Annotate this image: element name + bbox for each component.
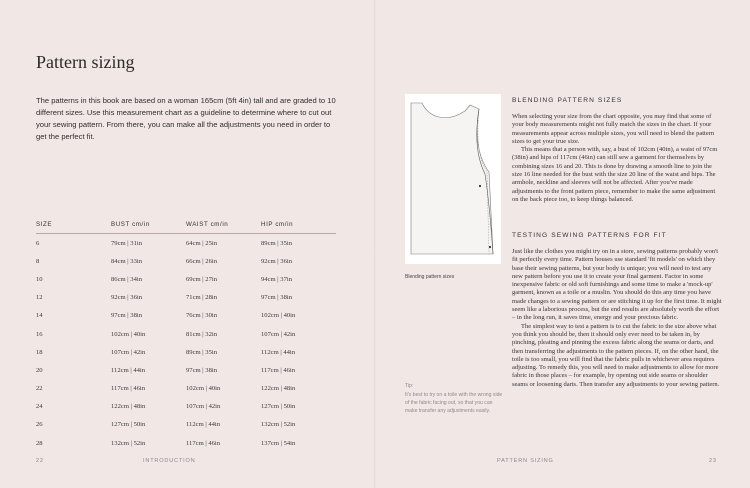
figure-caption: Blending pattern sizes bbox=[405, 274, 455, 280]
testing-text bbox=[512, 248, 722, 389]
hip-cell: 94cm | 37in bbox=[261, 275, 292, 283]
size-cell: 24 bbox=[36, 403, 43, 411]
hip-cell: 117cm | 46in bbox=[261, 366, 296, 374]
heading-blending: BLENDING PATTERN SIZES bbox=[512, 97, 623, 104]
size-chart-table bbox=[36, 218, 336, 452]
bust-cell: 79cm | 31in bbox=[111, 239, 142, 247]
waist-cell: 107cm | 42in bbox=[186, 403, 221, 411]
size-cell: 26 bbox=[36, 421, 43, 429]
hip-cell: 112cm | 44in bbox=[261, 348, 296, 356]
right-page-number: 23 bbox=[709, 458, 717, 464]
size-cell: 16 bbox=[36, 330, 43, 338]
waist-cell: 66cm | 26in bbox=[186, 257, 217, 265]
right-running-head: PATTERN SIZING bbox=[497, 458, 554, 464]
header-hip: HIP cm/in bbox=[261, 218, 336, 234]
size-cell: 8 bbox=[36, 257, 40, 265]
hip-cell: 97cm | 38in bbox=[261, 294, 292, 302]
size-cell: 28 bbox=[36, 439, 43, 447]
bust-cell: 132cm | 52in bbox=[111, 439, 146, 447]
intro-paragraph: The patterns in this book are based on a woman 165cm (5ft 4in) tall and are graded to 10 different sizes. Use this measurement chart as a guideline to determine where to cut out your sewing pattern. From there, you can make all the adjustments you need in order to get the perfect fit. bbox=[36, 96, 336, 141]
size-cell: 14 bbox=[36, 312, 43, 320]
table-row bbox=[36, 343, 336, 361]
size-cell: 6 bbox=[36, 239, 40, 247]
waist-cell: 117cm | 46in bbox=[186, 439, 221, 447]
table-row bbox=[36, 416, 336, 434]
waist-cell: 81cm | 32in bbox=[186, 330, 217, 338]
tip-text: It's best to try on a toile with the wrong side of the fabric facing out, so that you can make transfer any adjustments easily. bbox=[405, 392, 503, 414]
header-bust: BUST cm/in bbox=[111, 218, 186, 234]
tip-label: Tip: bbox=[405, 383, 414, 389]
size-cell: 22 bbox=[36, 385, 43, 393]
table-row bbox=[36, 361, 336, 379]
table-row bbox=[36, 289, 336, 307]
table-row bbox=[36, 398, 336, 416]
bust-cell: 107cm | 42in bbox=[111, 348, 146, 356]
table-row bbox=[36, 434, 336, 452]
size-cell: 18 bbox=[36, 348, 43, 356]
waist-cell: 102cm | 40in bbox=[186, 385, 221, 393]
blending-paragraph-1: When selecting your size from the chart opposite, you may find that some of your body measurements might not fully match the sizes in the chart. If your measurements appear across multiple sizes, you will need to blend the pattern sizes to get your true size. bbox=[512, 113, 715, 145]
hip-cell: 127cm | 50in bbox=[261, 403, 296, 411]
blending-pattern-figure bbox=[405, 94, 501, 264]
bust-cell: 127cm | 50in bbox=[111, 421, 146, 429]
left-page-number: 22 bbox=[36, 458, 44, 464]
size-cell: 10 bbox=[36, 275, 43, 283]
waist-cell: 76cm | 30in bbox=[186, 312, 217, 320]
left-running-head: INTRODUCTION bbox=[143, 458, 196, 464]
testing-paragraph-1: Just like the clothes you might try on in a store, sewing patterns probably won't fit perfectly every time. Pattern houses use standard 'fit models' on which they base their sewing patterns, but your body is unique; you will need to test any new pattern before you use it to create your final garment. Factor in some inexpensive fabric or old soft furnishings and some time to make a 'mock-up' garment, known as a toile or a muslin. You should do this any time you have made changes to a sewing pattern or are stitching it up for the first time. It might seem like a laborious process, but the end results are absolutely worth the effort – in the long run, it saves time, energy and your precious fabric. bbox=[512, 248, 722, 322]
bust-cell: 112cm | 44in bbox=[111, 366, 146, 374]
bust-cell: 97cm | 38in bbox=[111, 312, 142, 320]
table-row bbox=[36, 252, 336, 270]
table-row bbox=[36, 307, 336, 325]
header-size: SIZE bbox=[36, 218, 111, 234]
waist-cell: 89cm | 35in bbox=[186, 348, 217, 356]
tip-box bbox=[405, 382, 505, 415]
hip-cell: 107cm | 42in bbox=[261, 330, 296, 338]
testing-paragraph-2: The simplest way to test a pattern is to cut the fabric to the size above what you think you should be, then it should only ever need to be taken in, by pinching, pleating and pinning the excess fabric along the seams or darts, and then transferring the adjustments to the pattern pieces. If, on the other hand, the toile is too small, you will find that the fabric pulls in whichever area requires adjusting. To remedy this, you will need to make adjustments to allow for more fabric in those places – for example, by opening out side seams or shoulder seams or loosening darts. Then transfer any adjustments to your sewing pattern. bbox=[512, 322, 720, 388]
table-header-row bbox=[36, 218, 336, 234]
waist-cell: 69cm | 27in bbox=[186, 275, 217, 283]
hip-cell: 89cm | 35in bbox=[261, 239, 292, 247]
table-row bbox=[36, 325, 336, 343]
waist-cell: 97cm | 38in bbox=[186, 366, 217, 374]
waist-cell: 64cm | 25in bbox=[186, 239, 217, 247]
blending-paragraph-2: This means that a person with, say, a bust of 102cm (40in), a waist of 97cm (38in) and hips of 117cm (46in) can still sew a garment for themselves by combining sizes 16 and 20. This is done by drawing a smooth line to join the size 16 line needed for the bust with the size 20 line of the waist and hips. The armhole, neckline and sleeves will not be affected. After you've made adjustments to the front pattern piece, remember to make the same adjustment on the back piece too, to keep things balanced. bbox=[512, 146, 718, 203]
bust-cell: 92cm | 36in bbox=[111, 294, 142, 302]
bust-cell: 84cm | 33in bbox=[111, 257, 142, 265]
bust-cell: 122cm | 48in bbox=[111, 403, 146, 411]
hip-cell: 137cm | 54in bbox=[261, 439, 296, 447]
hip-cell: 132cm | 52in bbox=[261, 421, 296, 429]
header-waist: WAIST cm/in bbox=[186, 218, 261, 234]
page-title: Pattern sizing bbox=[36, 52, 135, 72]
bust-cell: 86cm | 34in bbox=[111, 275, 142, 283]
heading-testing: TESTING SEWING PATTERNS FOR FIT bbox=[512, 232, 667, 239]
right-page bbox=[375, 0, 750, 488]
waist-cell: 112cm | 44in bbox=[186, 421, 221, 429]
bust-marker bbox=[479, 185, 481, 187]
hip-marker bbox=[489, 246, 491, 248]
size-cell: 12 bbox=[36, 294, 43, 302]
size-cell: 20 bbox=[36, 366, 43, 374]
blending-text bbox=[512, 113, 722, 204]
hip-cell: 122cm | 48in bbox=[261, 385, 296, 393]
hip-cell: 92cm | 36in bbox=[261, 257, 292, 265]
table-row bbox=[36, 234, 336, 253]
waist-cell: 71cm | 28in bbox=[186, 294, 217, 302]
table-row bbox=[36, 380, 336, 398]
table-row bbox=[36, 270, 336, 288]
bust-cell: 117cm | 46in bbox=[111, 385, 146, 393]
hip-cell: 102cm | 40in bbox=[261, 312, 296, 320]
bust-cell: 102cm | 40in bbox=[111, 330, 146, 338]
